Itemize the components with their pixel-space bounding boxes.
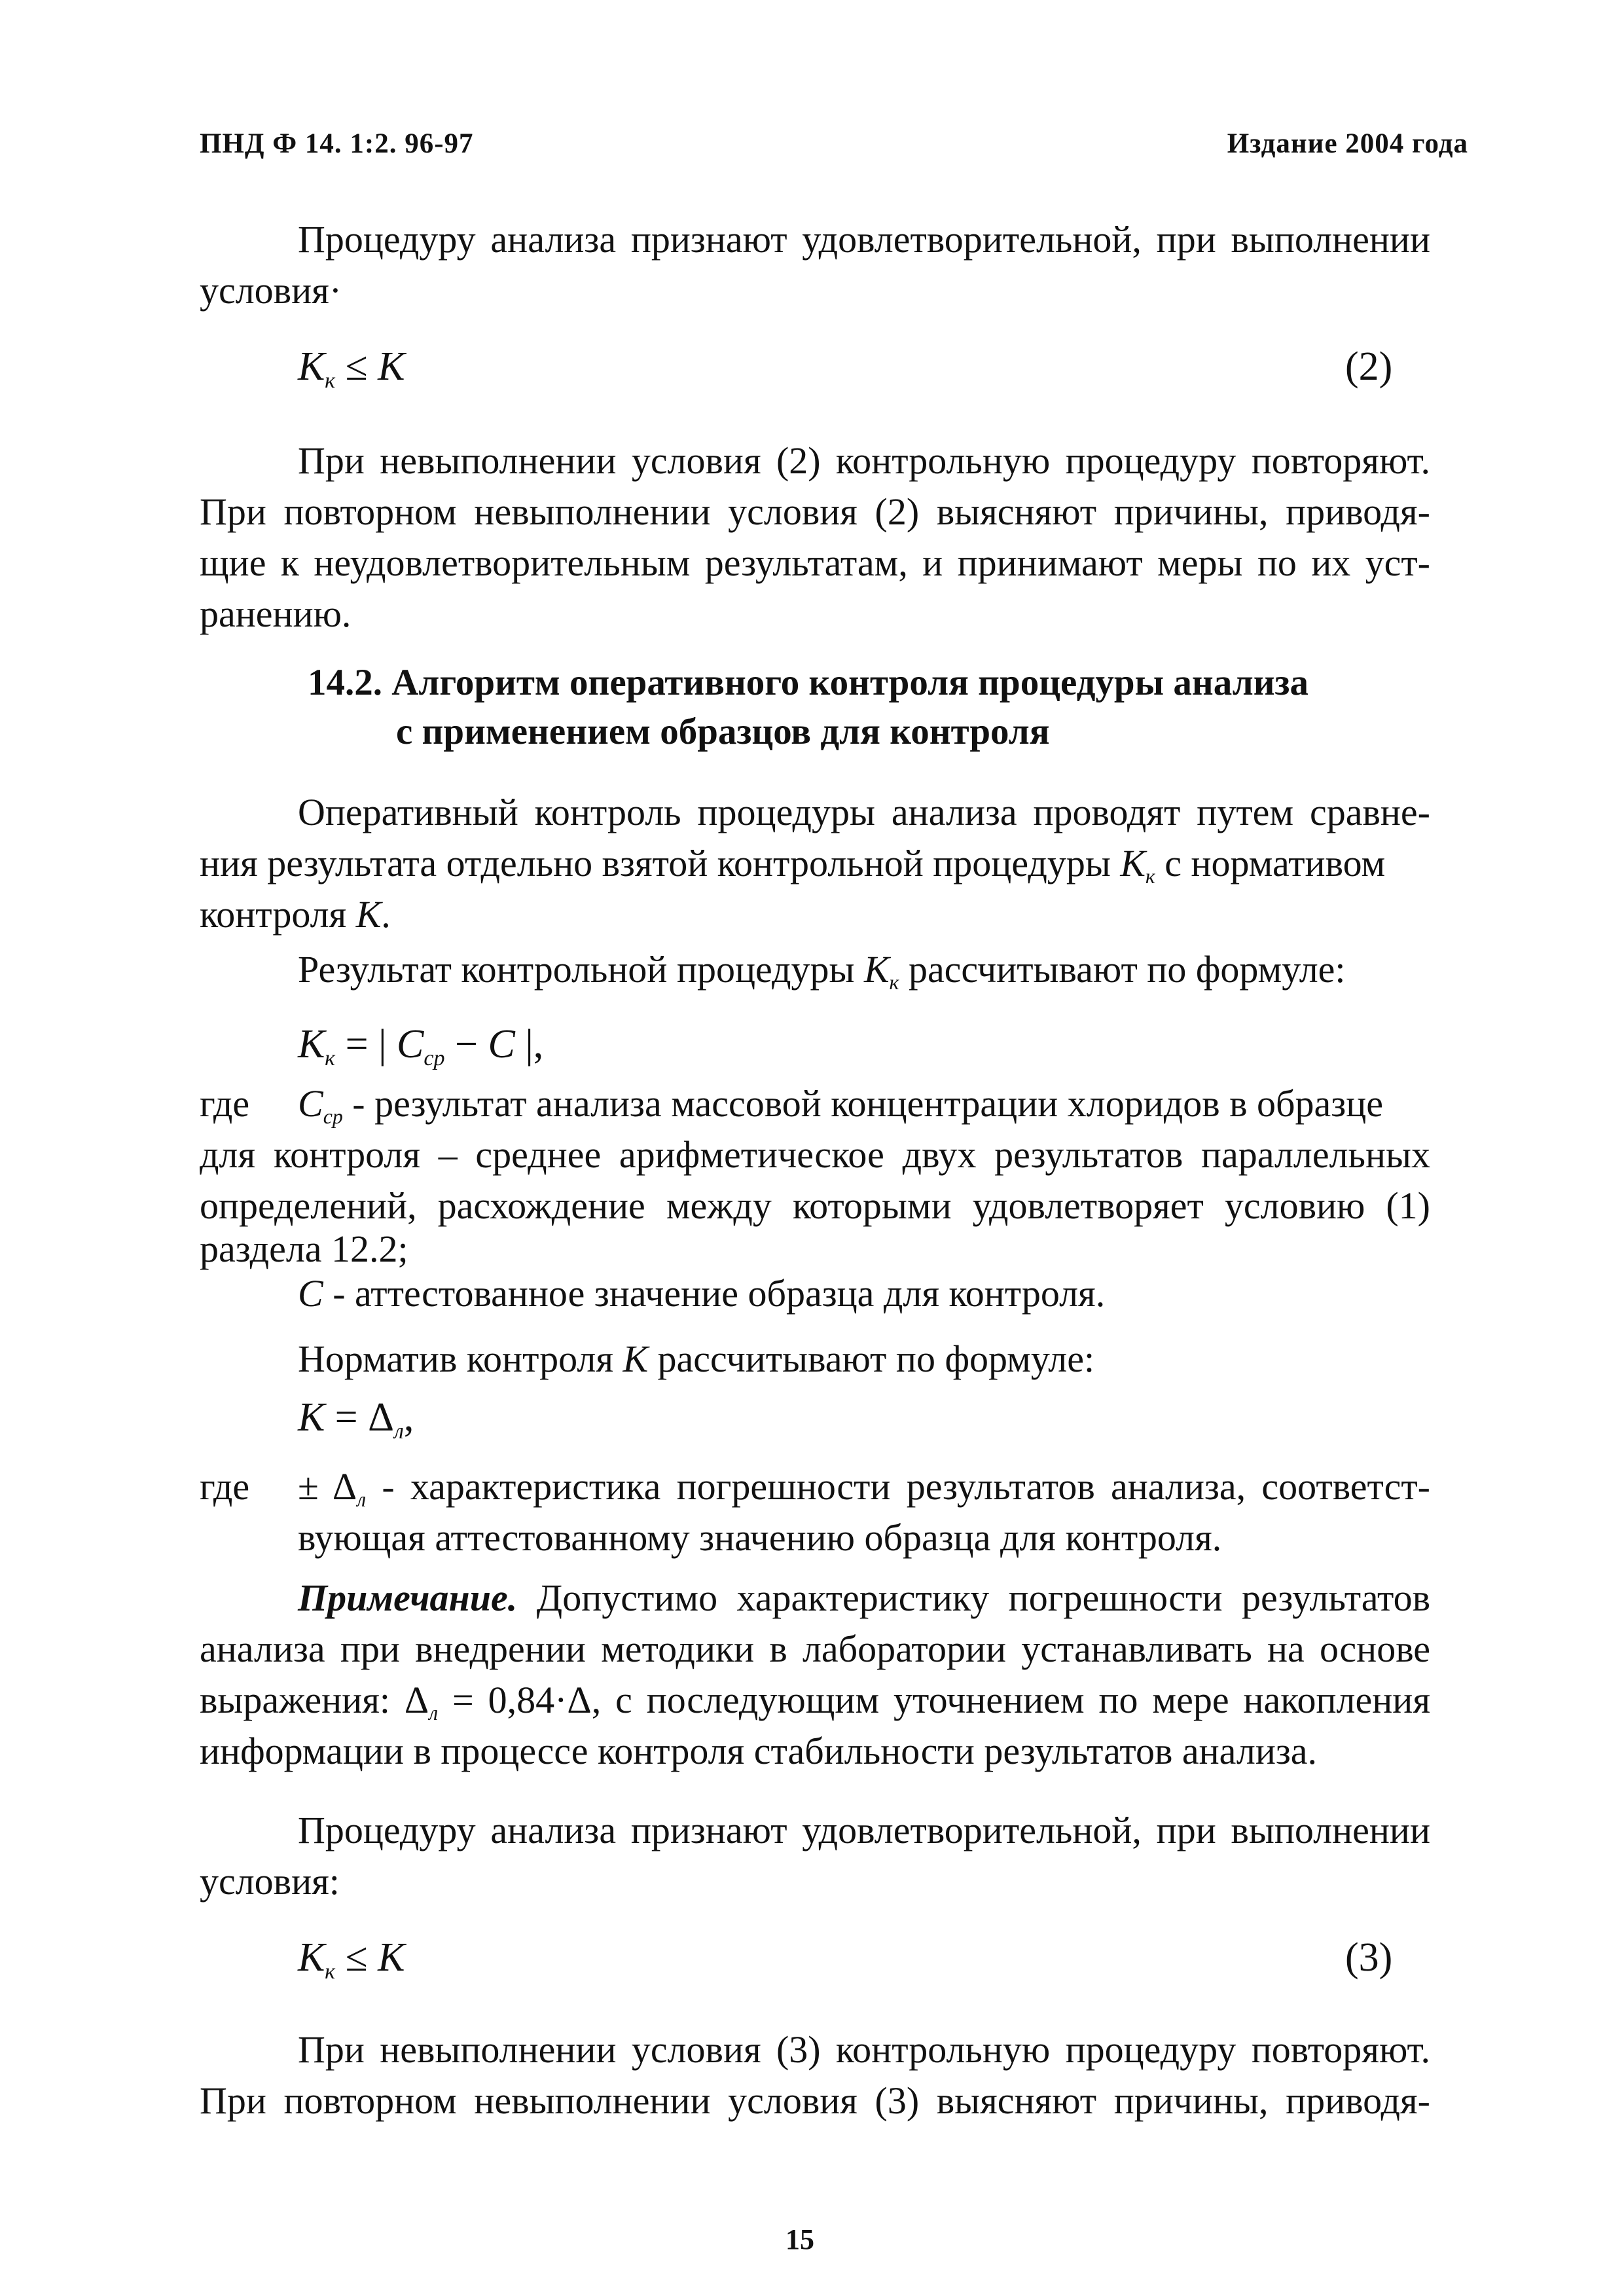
paragraph-line: ния результата отдельно взятой контрольной процедуры $К_к$ с нормативом [200, 842, 1386, 888]
symbol: К [355, 893, 382, 936]
paragraph-line: условия: [200, 1860, 340, 1903]
subscript: ср [323, 1105, 343, 1129]
paragraph-line: Оперативный контроль процедуры анализа проводят путем сравне- [298, 791, 1430, 833]
subscript: к [325, 368, 336, 393]
note-label: Примечание. [298, 1576, 518, 1619]
paragraph-line: щие к неудовлетворительным результатам, и принимают меры по их уст- [200, 541, 1430, 584]
equation-kk [298, 1021, 543, 1068]
paragraph-line: Норматив контроля К рассчитывают по формуле: [298, 1338, 1095, 1380]
symbol: К [378, 1935, 405, 1980]
edition-label: Издание 2004 года [1227, 128, 1468, 159]
section-title: 14.2. Алгоритм оперативного контроля процедуры анализа [308, 662, 1308, 703]
symbol: К [623, 1338, 649, 1380]
paragraph-line: для контроля – среднее арифметическое двух результатов параллельных [200, 1133, 1430, 1176]
operator: ≤ [335, 344, 378, 389]
paragraph-line: вующая аттестованному значению образца для контроля. [298, 1516, 1222, 1559]
paragraph-line: $С_{ср}$ - результат анализа массовой концентрации хлоридов в образце [298, 1082, 1383, 1129]
where-label: где [200, 1465, 250, 1508]
symbol: К [298, 1022, 325, 1066]
paragraph-line: При невыполнении условия (2) контрольную процедуру повторяют. [298, 439, 1430, 482]
section-subtitle: с применением образцов для контроля [396, 711, 1050, 752]
subscript: л [394, 1419, 404, 1444]
equation-k [298, 1394, 414, 1444]
paragraph-line: раздела 12.2; [200, 1228, 408, 1270]
operator: ≤ [335, 1935, 378, 1980]
paragraph-line: С - аттестованное значение образца для контроля. [298, 1272, 1106, 1315]
paragraph-line: Результат контрольной процедуры $К_к$ рассчитывают по формуле: [298, 948, 1346, 994]
symbol: К [378, 344, 405, 389]
note-line: информации в процессе контроля стабильности результатов анализа. [200, 1730, 1318, 1772]
operator: − [444, 1022, 488, 1066]
paragraph-line: Процедуру анализа признают удовлетворительной, при выполнении [298, 1809, 1430, 1851]
page-number: 15 [785, 2223, 814, 2255]
equation-number: (2) [1345, 344, 1393, 389]
symbol: К [1120, 842, 1146, 884]
where-label: где [200, 1082, 250, 1125]
symbol: К [864, 948, 890, 991]
subscript: к [889, 971, 899, 994]
paragraph-line: При повторном невыполнении условия (3) выясняют причины, приводя- [200, 2079, 1430, 2122]
operator: |, [514, 1022, 544, 1066]
operator: = Δ [325, 1395, 395, 1440]
symbol: К [298, 1395, 325, 1440]
document-code: ПНД Ф 14. 1:2. 96-97 [200, 128, 474, 159]
paragraph-line: ранению. [200, 592, 352, 635]
paragraph-line: контроля К. [200, 893, 391, 936]
subscript: к [1145, 865, 1155, 888]
symbol: К [298, 1935, 325, 1980]
paragraph-line: При невыполнении условия (3) контрольную процедуру повторяют. [298, 2028, 1430, 2071]
note-line: анализа при внедрении методики в лаборатории устанавливать на основе [200, 1628, 1430, 1670]
symbol: С [488, 1022, 515, 1066]
symbol: С [397, 1022, 424, 1066]
equation-2 [298, 344, 405, 393]
paragraph-line: Процедуру анализа признают удовлетворительной, при выполнении [298, 218, 1430, 261]
subscript: л [357, 1488, 367, 1512]
subscript: к [325, 1959, 336, 1984]
symbol: ± Δ [298, 1465, 357, 1508]
paragraph-line: ± $\Delta_л$ - характеристика погрешности результатов анализа, соответст- [298, 1465, 1430, 1512]
operator: = | [335, 1022, 397, 1066]
equation-number: (3) [1345, 1935, 1393, 1980]
note-line: выражения: $\Delta_л = 0,84\cdot\Delta$, с последующим уточнением по мере накопления [200, 1679, 1430, 1725]
symbol: С [298, 1082, 323, 1125]
subscript: к [325, 1046, 336, 1070]
paragraph-line: определений, расхождение между которыми удовлетворяет условию (1) [200, 1184, 1430, 1227]
paragraph-line: условия· [200, 269, 342, 312]
operator: , [403, 1395, 414, 1440]
subscript: л [429, 1702, 439, 1725]
symbol: К [298, 344, 325, 389]
note-line: Примечание. Допустимо характеристику погрешности результатов [298, 1576, 1430, 1619]
symbol: С [298, 1272, 323, 1315]
paragraph-line: При повторном невыполнении условия (2) выясняют причины, приводя- [200, 490, 1430, 533]
subscript: ср [424, 1046, 445, 1070]
equation-3 [298, 1935, 405, 1984]
